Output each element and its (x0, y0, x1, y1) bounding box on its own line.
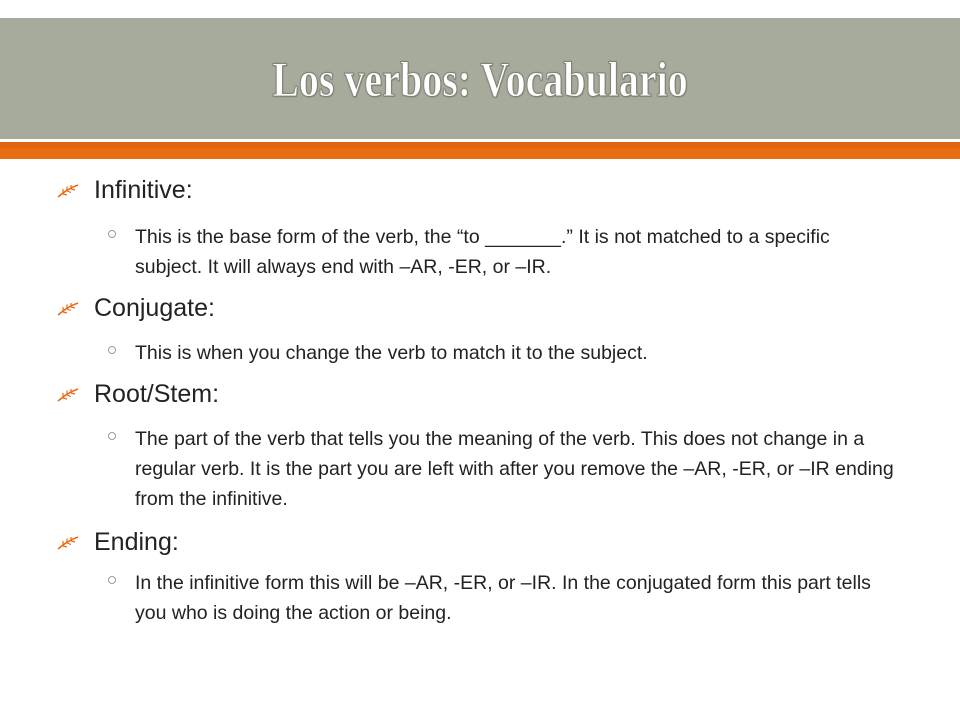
circle-bullet-icon (108, 230, 116, 238)
term-label: Root/Stem: (94, 380, 220, 408)
bullet-item-infinitive (57, 176, 193, 205)
slide-title: Los verbos: Vocabulario (272, 50, 688, 107)
circle-bullet-icon (108, 346, 116, 354)
feather-bullet-icon (57, 535, 79, 551)
definition-text: The part of the verb that tells you the meaning of the verb. This does not change in a regular verb. It is the part you are left with after you remove the –AR, -ER, or –IR ending from the infinitive. (135, 428, 894, 510)
term-label: Conjugate: (94, 294, 215, 322)
sub-item-ending (108, 568, 898, 628)
definition-text: This is when you change the verb to match it to the subject. (135, 342, 648, 364)
term-label: Ending: (94, 528, 179, 556)
definition-text: In the infinitive form this will be –AR, -ER, or –IR. In the conjugated form this part tells you who is doing the action or being. (135, 572, 871, 624)
circle-bullet-icon (108, 432, 116, 440)
sub-item-root-stem (108, 424, 898, 514)
bullet-item-root-stem (57, 380, 219, 409)
sub-item-infinitive (108, 222, 898, 282)
feather-bullet-icon (57, 301, 79, 317)
bullet-item-ending (57, 528, 179, 557)
circle-bullet-icon (108, 576, 116, 584)
definition-text: This is the base form of the verb, the “to _______.” It is not matched to a specific subject. It will always end with –AR, -ER, or –IR. (135, 226, 830, 278)
bullet-item-conjugate (57, 294, 215, 323)
term-label: Infinitive: (94, 176, 193, 204)
sub-item-conjugate (108, 338, 898, 368)
feather-bullet-icon (57, 183, 79, 199)
feather-bullet-icon (57, 387, 79, 403)
